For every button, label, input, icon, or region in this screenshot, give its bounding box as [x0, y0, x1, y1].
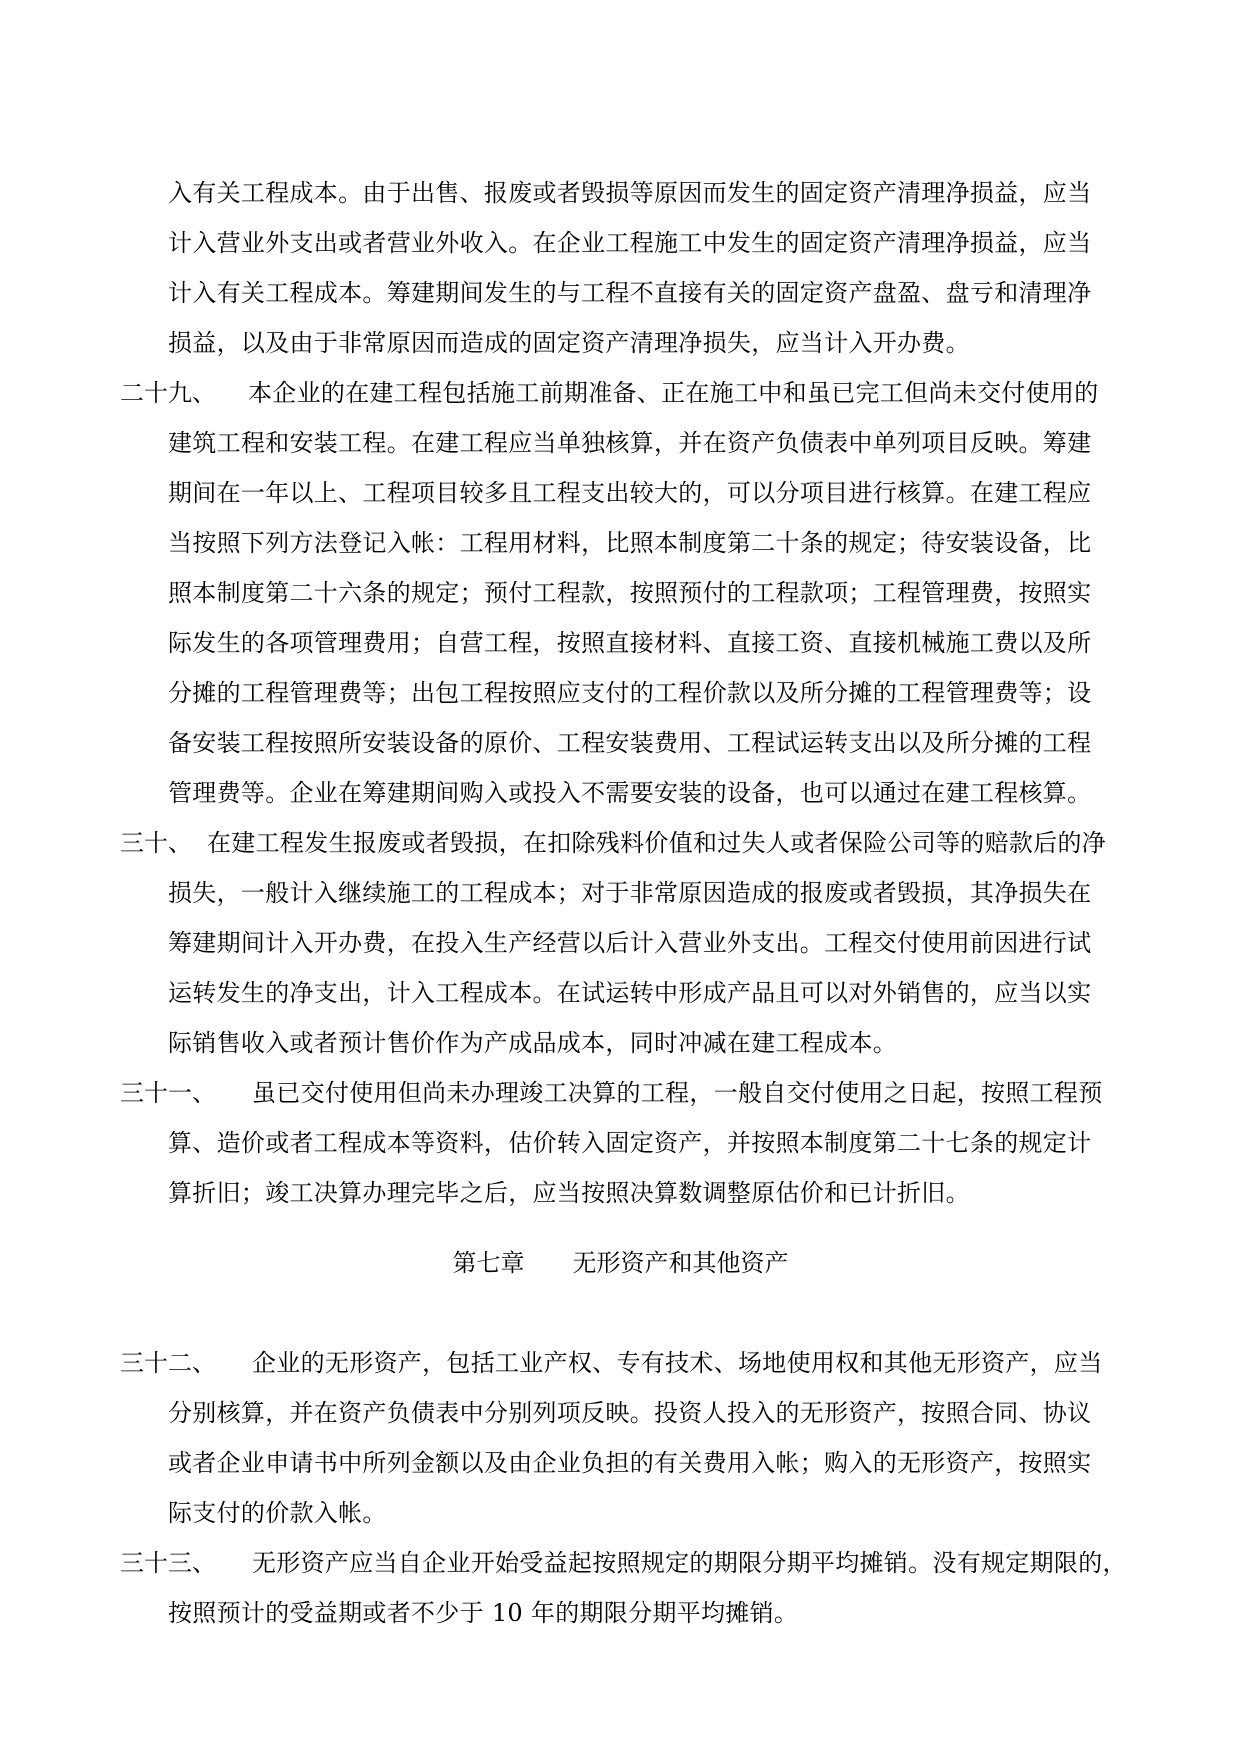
- paragraph-line: 分别核算，并在资产负债表中分别列项反映。投资人投入的无形资产，按照合同、协议: [168, 1399, 1092, 1427]
- paragraph-line: 筹建期间计入开办费，在投入生产经营以后计入营业外支出。工程交付使用前因进行试: [168, 929, 1092, 957]
- chapter-number: 第七章: [452, 1249, 525, 1277]
- paragraph-line: 管理费等。企业在筹建期间购入或投入不需要安装的设备，也可以通过在建工程核算。: [168, 779, 1092, 807]
- paragraph-line: 计入有关工程成本。筹建期间发生的与工程不直接有关的固定资产盘盈、盘亏和清理净: [168, 279, 1092, 307]
- paragraph-line: 本企业的在建工程包括施工前期准备、正在施工中和虽已完工但尚未交付使用的: [248, 379, 1099, 407]
- paragraph-line: 无形资产应当自企业开始受益起按照规定的期限分期平均摊销。没有规定期限的，: [252, 1549, 1127, 1577]
- paragraph-line: 计入营业外支出或者营业外收入。在企业工程施工中发生的固定资产清理净损益，应当: [168, 229, 1092, 257]
- paragraph-line: 在建工程发生报废或者毁损，在扣除残料价值和过失人或者保险公司等的赔款后的净: [207, 829, 1107, 857]
- chapter-title: 无形资产和其他资产: [572, 1249, 789, 1277]
- paragraph-line: 运转发生的净支出，计入工程成本。在试运转中形成产品且可以对外销售的，应当以实: [168, 979, 1092, 1007]
- paragraph-line: 企业的无形资产，包括工业产权、专有技术、场地使用权和其他无形资产，应当: [252, 1349, 1103, 1377]
- article-number: 二十九、: [120, 379, 216, 407]
- paragraph-line: 算、造价或者工程成本等资料，估价转入固定资产，并按照本制度第二十七条的规定计: [168, 1129, 1092, 1157]
- paragraph-line: 虽已交付使用但尚未办理竣工决算的工程，一般自交付使用之日起，按照工程预: [252, 1079, 1103, 1107]
- paragraph-line: 期间在一年以上、工程项目较多且工程支出较大的，可以分项目进行核算。在建工程应: [168, 479, 1092, 507]
- paragraph-line: 按照预计的受益期或者不少于 10 年的期限分期平均摊销。: [168, 1599, 799, 1627]
- article-number: 三十三、: [120, 1549, 216, 1577]
- paragraph-line: 损益，以及由于非常原因而造成的固定资产清理净损失，应当计入开办费。: [168, 329, 970, 357]
- article-number: 三十、: [120, 829, 192, 857]
- paragraph-line: 际支付的价款入帐。: [168, 1499, 387, 1527]
- paragraph-line: 备安装工程按照所安装设备的原价、工程安装费用、工程试运转支出以及所分摊的工程: [168, 729, 1092, 757]
- paragraph-line: 建筑工程和安装工程。在建工程应当单独核算，并在资产负债表中单列项目反映。筹建: [168, 429, 1092, 457]
- article-number: 三十二、: [120, 1349, 216, 1377]
- paragraph-line: 际发生的各项管理费用；自营工程，按照直接材料、直接工资、直接机械施工费以及所: [168, 629, 1092, 657]
- paragraph-line: 当按照下列方法登记入帐：工程用材料，比照本制度第二十条的规定；待安装设备，比: [168, 529, 1092, 557]
- paragraph-line: 照本制度第二十六条的规定；预付工程款，按照预付的工程款项；工程管理费，按照实: [168, 579, 1092, 607]
- chapter-heading: [0, 1248, 1241, 1278]
- paragraph-line: 或者企业申请书中所列金额以及由企业负担的有关费用入帐；购入的无形资产，按照实: [168, 1449, 1092, 1477]
- paragraph-line: 算折旧；竣工决算办理完毕之后，应当按照决算数调整原估价和已计折旧。: [168, 1179, 970, 1207]
- paragraph-line: 入有关工程成本。由于出售、报废或者毁损等原因而发生的固定资产清理净损益，应当: [168, 179, 1092, 207]
- paragraph-line: 损失，一般计入继续施工的工程成本；对于非常原因造成的报废或者毁损，其净损失在: [168, 879, 1092, 907]
- paragraph-line: 分摊的工程管理费等；出包工程按照应支付的工程价款以及所分摊的工程管理费等；设: [168, 679, 1092, 707]
- paragraph-line: 际销售收入或者预计售价作为产成品成本，同时冲减在建工程成本。: [168, 1029, 897, 1057]
- article-number: 三十一、: [120, 1079, 216, 1107]
